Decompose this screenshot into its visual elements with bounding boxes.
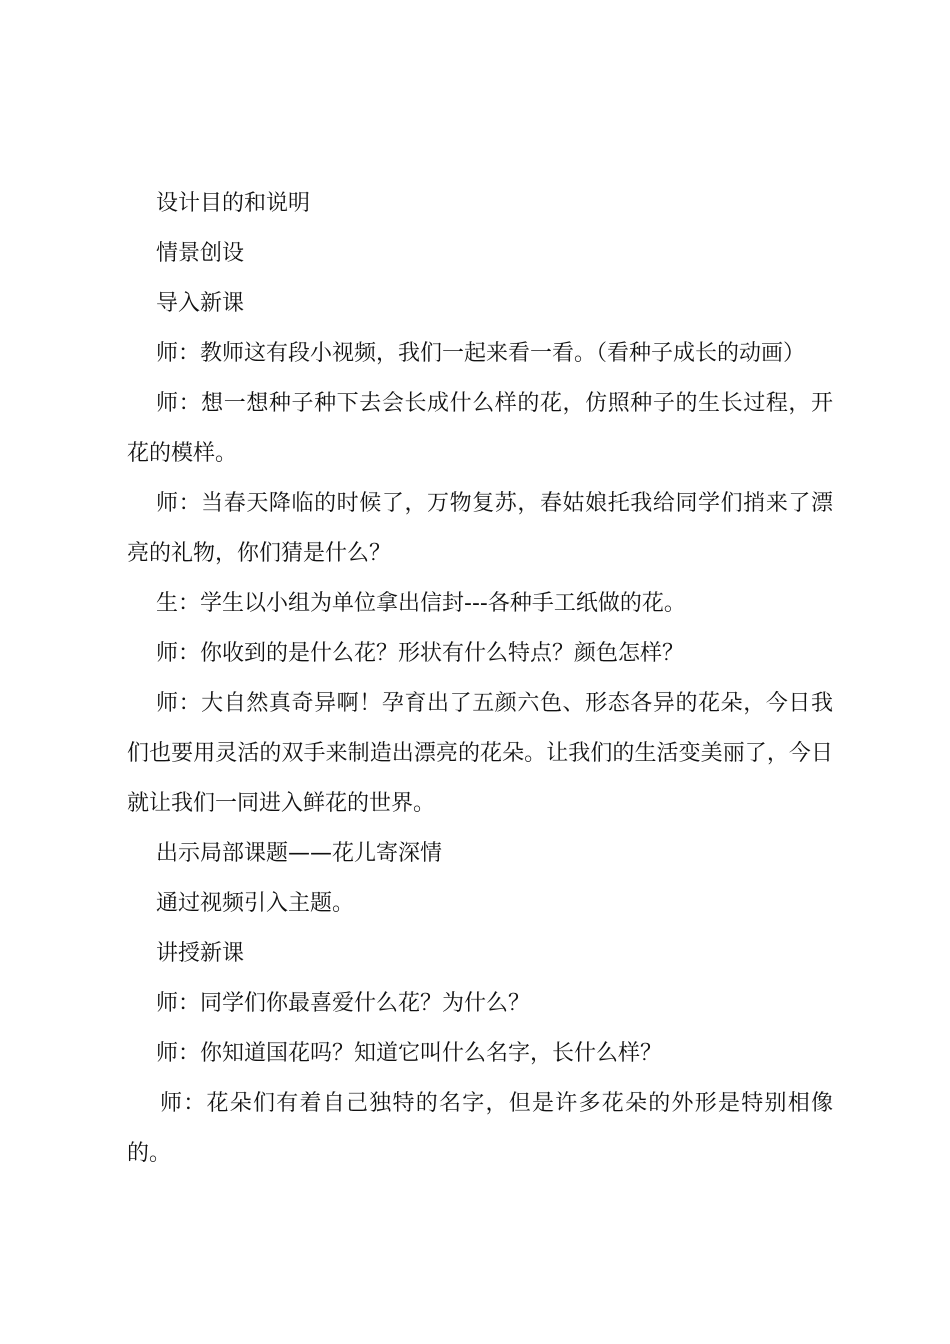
- document-body: [127, 179, 833, 1179]
- dialogue-paragraph: 师：花朵们有着自己独特的名字，但是许多花朵的外形是特别相像的。: [127, 1091, 833, 1166]
- section-heading-scenario: 情景创设: [156, 241, 245, 266]
- dialogue-paragraph: 师：想一想种子种下去会长成什么样的花，仿照种子的生长过程，开花的模样。: [127, 391, 833, 466]
- dialogue-paragraph: 师：你知道国花吗？知道它叫什么名字，长什么样？: [156, 1041, 663, 1066]
- dialogue-paragraph: 师：你收到的是什么花？形状有什么特点？颜色怎样？: [156, 641, 685, 666]
- section-heading-introduction: 导入新课: [156, 291, 245, 316]
- dialogue-paragraph: 师：当春天降临的时候了，万物复苏，春姑娘托我给同学们捎来了漂亮的礼物，你们猜是什么？: [127, 491, 833, 566]
- dialogue-paragraph: 师：教师这有段小视频，我们一起来看一看。（看种子成长的动画）: [156, 341, 806, 366]
- section-heading-new-lesson: 讲授新课: [156, 941, 245, 966]
- dialogue-paragraph: 师：大自然真奇异啊！孕育出了五颜六色、形态各异的花朵，今日我们也要用灵活的双手来制造出漂亮的花朵。让我们的生活变美丽了，今日就让我们一同进入鲜花的世界。: [127, 691, 833, 816]
- note-paragraph: 通过视频引入主题。: [156, 891, 355, 916]
- section-heading-design-purpose: 设计目的和说明: [156, 191, 311, 216]
- dialogue-paragraph: 师：同学们你最喜爱什么花？为什么？: [156, 991, 531, 1016]
- dialogue-paragraph: 生：学生以小组为单位拿出信封---各种手工纸做的花。: [156, 591, 686, 616]
- lesson-title-paragraph: 出示局部课题——花儿寄深情: [156, 841, 443, 866]
